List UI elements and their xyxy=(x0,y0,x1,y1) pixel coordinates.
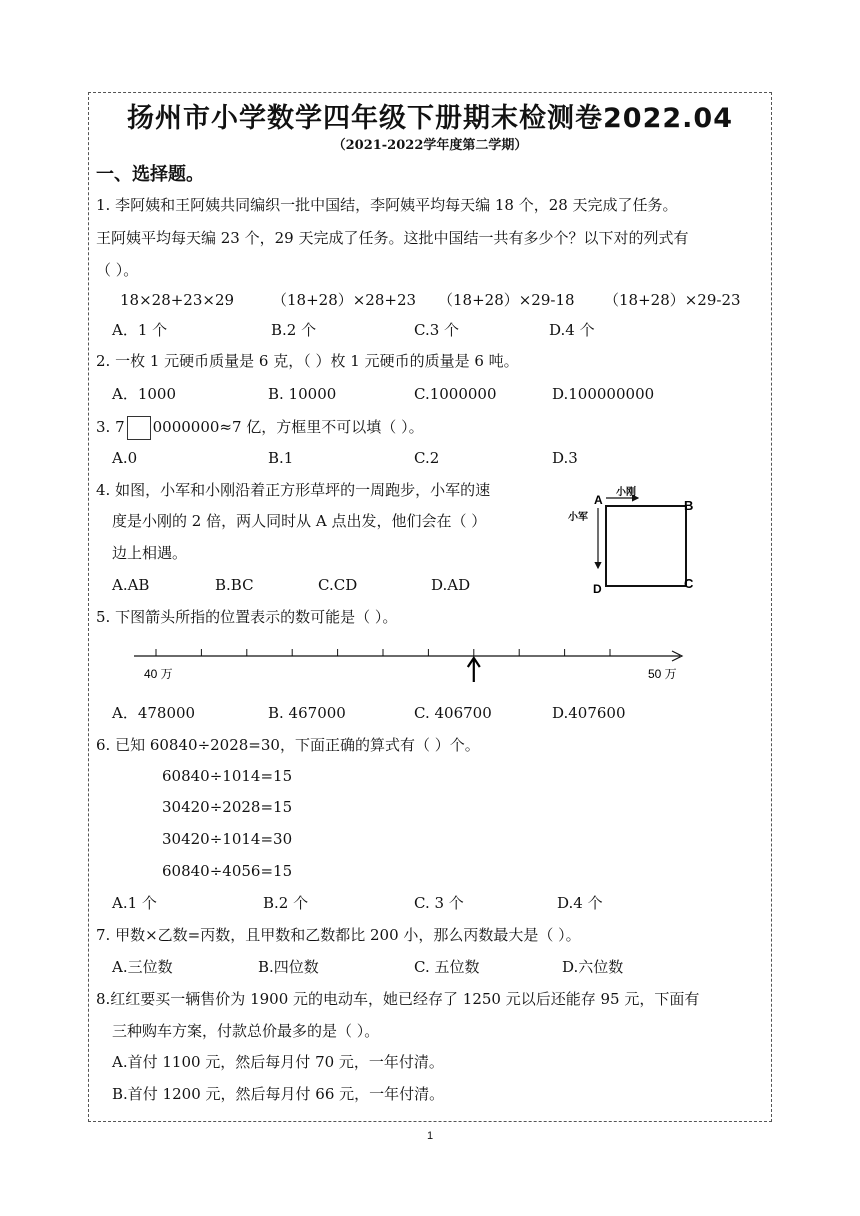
q3-text xyxy=(96,416,424,440)
vertex-b-label: B xyxy=(684,498,694,513)
q3-text-after: 0000000≈7 亿，方框里不可以填（ ）。 xyxy=(152,418,424,436)
q1-line3: （ ）。 xyxy=(96,261,139,279)
q6-option-d: D.4 个 xyxy=(557,894,603,912)
page-subtitle: （2021-2022学年度第二学期） xyxy=(332,138,528,153)
q2-option-c: C.1000000 xyxy=(414,385,497,403)
q1-expr-1: 18×28+23×29 xyxy=(120,291,235,309)
gang-label: 小刚 xyxy=(616,487,636,498)
number-line xyxy=(120,636,700,686)
square-lawn xyxy=(606,506,686,586)
q8-option-a: A.首付 1100 元，然后每月付 70 元，一年付清。 xyxy=(112,1053,444,1071)
q1-option-d: D.4 个 xyxy=(549,321,595,339)
q5-text: 5. 下图箭头所指的位置表示的数可能是（ ）。 xyxy=(96,608,398,626)
q6-option-c: C. 3 个 xyxy=(414,894,464,912)
q7-option-a: A.三位数 xyxy=(112,958,173,976)
q1-expr-3: （18+28）×29-18 xyxy=(438,291,575,309)
q3-option-c: C.2 xyxy=(414,449,440,467)
section-heading: 一、选择题。 xyxy=(96,164,204,185)
jun-label: 小军 xyxy=(568,512,588,523)
q4-line2: 度是小刚的 2 倍，两人同时从 A 点出发，他们会在（ ） xyxy=(112,512,487,530)
q2-option-b: B. 10000 xyxy=(268,385,337,403)
up-arrow-icon xyxy=(468,658,480,682)
q6-text: 6. 已知 60840÷2028=30，下面正确的算式有（ ）个。 xyxy=(96,736,480,754)
q7-text: 7. 甲数×乙数=丙数，且甲数和乙数都比 200 小，那么丙数最大是（ ）。 xyxy=(96,926,581,944)
q4-option-d: D.AD xyxy=(431,576,471,594)
q4-option-a: A.AB xyxy=(112,576,150,594)
q3-option-b: B.1 xyxy=(268,449,294,467)
q3-option-d: D.3 xyxy=(552,449,578,467)
q1-option-b: B.2 个 xyxy=(271,321,317,339)
vertex-c-label: C xyxy=(684,576,694,591)
q2-option-d: D.100000000 xyxy=(552,385,655,403)
q8-line1: 8.红红要买一辆售价为 1900 元的电动车，她已经存了 1250 元以后还能存 95 元，下面有 xyxy=(96,990,700,1008)
q4-option-b: B.BC xyxy=(215,576,254,594)
q4-line3: 边上相遇。 xyxy=(112,544,188,562)
q1-line2: 王阿姨平均每天编 23 个，29 天完成了任务。这批中国结一共有多少个？以下对的列式有 xyxy=(96,229,689,247)
q6-expr-2: 30420÷2028=15 xyxy=(162,798,293,816)
q8-line2: 三种购车方案，付款总价最多的是（ ）。 xyxy=(112,1022,380,1040)
q3-text-before: 3. 7 xyxy=(96,418,125,436)
q1-expr-2: （18+28）×28+23 xyxy=(272,291,417,309)
vertex-d-label: D xyxy=(593,582,602,596)
q5-option-a: A．478000 xyxy=(112,704,196,722)
q6-option-b: B.2 个 xyxy=(263,894,309,912)
q4-option-c: C.CD xyxy=(318,576,358,594)
q2-option-a: A．1000 xyxy=(112,385,177,403)
q1-line1: 1. 李阿姨和王阿姨共同编织一批中国结，李阿姨平均每天编 18 个，28 天完成了任务。 xyxy=(96,196,678,214)
square-lawn-diagram xyxy=(560,480,710,600)
q5-option-d: D.407600 xyxy=(552,704,626,722)
q6-option-a: A.1 个 xyxy=(112,894,157,912)
q7-option-b: B.四位数 xyxy=(258,958,319,976)
q1-option-c: C.3 个 xyxy=(414,321,460,339)
q6-expr-4: 60840÷4056=15 xyxy=(162,862,293,880)
q2-text: 2. 一枚 1 元硬币质量是 6 克，（ ）枚 1 元硬币的质量是 6 吨。 xyxy=(96,352,519,370)
page-number: 1 xyxy=(426,1130,434,1142)
q7-option-c: C. 五位数 xyxy=(414,958,480,976)
q6-expr-3: 30420÷1014=30 xyxy=(162,830,293,848)
q3-option-a: A.0 xyxy=(112,449,138,467)
q1-option-a: A．1 个 xyxy=(112,321,168,339)
q8-option-b: B.首付 1200 元，然后每月付 66 元，一年付清。 xyxy=(112,1085,445,1103)
q5-option-b: B. 467000 xyxy=(268,704,346,722)
left-label: 40 万 xyxy=(144,667,173,681)
right-label: 50 万 xyxy=(648,667,677,681)
vertex-a-label: A xyxy=(594,493,603,507)
q1-expr-4: （18+28）×29-23 xyxy=(604,291,741,309)
answer-box xyxy=(127,416,151,440)
q5-option-c: C. 406700 xyxy=(414,704,492,722)
page-title: 扬州市小学数学四年级下册期末检测卷2022.04 xyxy=(127,103,733,134)
q7-option-d: D.六位数 xyxy=(562,958,624,976)
q6-expr-1: 60840÷1014=15 xyxy=(162,767,293,785)
q4-line1: 4. 如图，小军和小刚沿着正方形草坪的一周跑步，小军的速 xyxy=(96,481,491,499)
